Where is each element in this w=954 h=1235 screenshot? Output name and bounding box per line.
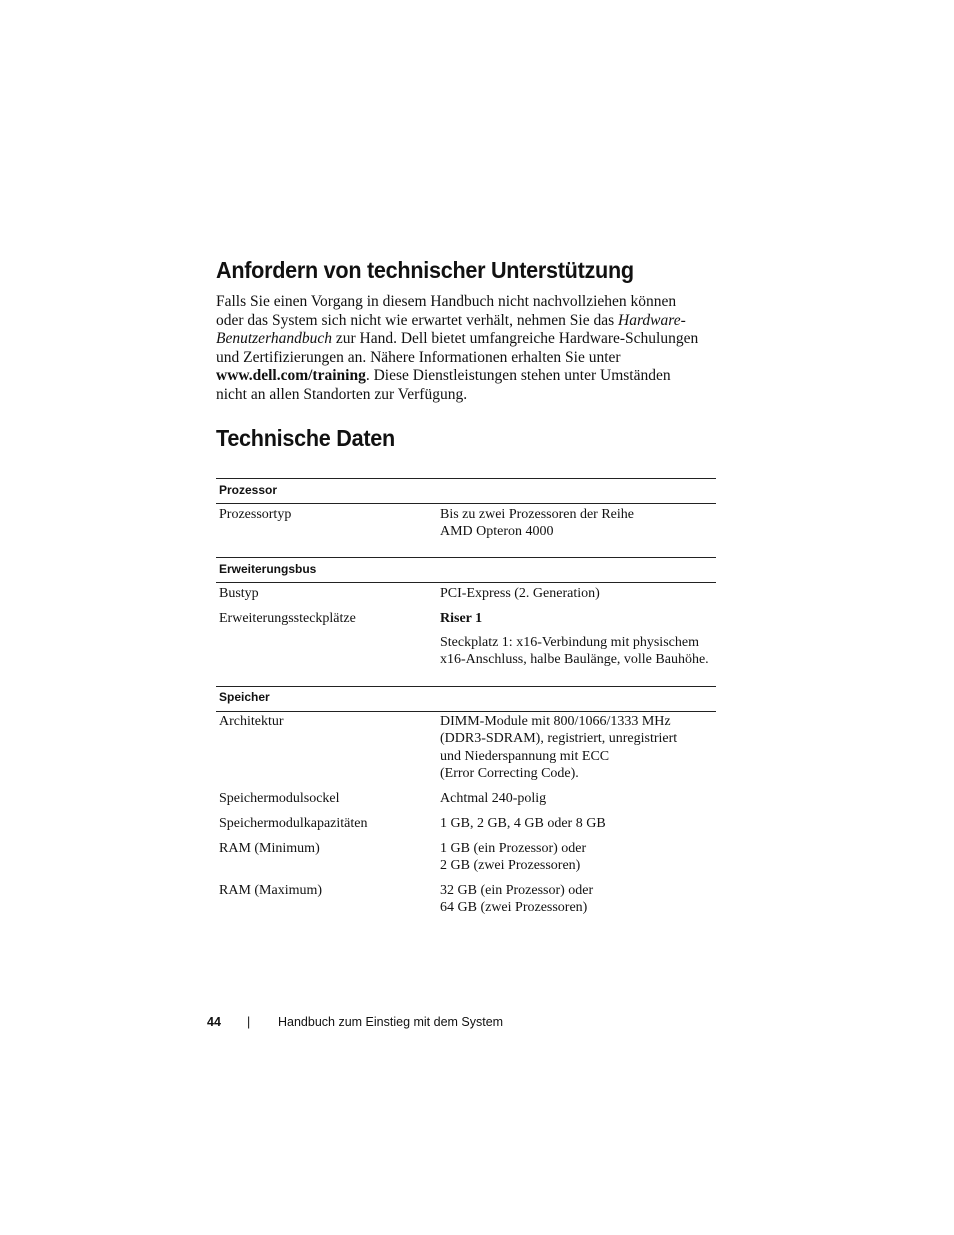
paragraph-text: Falls Sie einen Vorgang in diesem Handbuch nicht nachvollziehen können xyxy=(216,293,677,310)
section-top-rule xyxy=(216,557,716,558)
section-title-speicher: Speicher xyxy=(219,690,270,704)
footer-title: Handbuch zum Einstieg mit dem System xyxy=(278,1015,504,1029)
support-paragraph xyxy=(216,293,716,405)
spec-value-line: AMD Opteron 4000 xyxy=(440,524,554,540)
paragraph-text: nicht an allen Standorten zur Verfügung. xyxy=(216,385,468,403)
spec-label: Prozessortyp xyxy=(219,507,292,522)
paragraph-line xyxy=(216,330,716,349)
spec-value xyxy=(440,713,677,783)
section-top-rule xyxy=(216,686,716,687)
spec-value xyxy=(440,506,634,541)
spec-label: Architektur xyxy=(219,714,284,729)
spec-value-line: Steckplatz 1: x16-Verbindung mit physischem xyxy=(440,635,699,650)
spec-value-line: Bis zu zwei Prozessoren der Reihe xyxy=(440,507,634,522)
section-header-rule xyxy=(216,711,716,712)
spec-value: 1 GB, 2 GB, 4 GB oder 8 GB xyxy=(440,816,606,831)
spec-value-line: (DDR3-SDRAM), registriert, unregistriert xyxy=(440,731,678,747)
manual-title-emphasis: Benutzerhandbuch xyxy=(216,330,332,348)
spec-value: PCI-Express (2. Generation) xyxy=(440,586,600,601)
section-header-rule xyxy=(216,503,716,504)
paragraph-line xyxy=(216,293,716,312)
spec-value-line: 1 GB (ein Prozessor) oder xyxy=(440,841,587,856)
riser-label: Riser 1 xyxy=(440,611,483,626)
spec-value: Achtmal 240-polig xyxy=(440,791,547,806)
paragraph-line xyxy=(216,312,716,331)
spec-value-line: (Error Correcting Code). xyxy=(440,766,579,782)
manual-title-emphasis: Hardware- xyxy=(618,311,686,329)
spec-value xyxy=(440,840,586,875)
section-title-prozessor: Prozessor xyxy=(219,483,278,497)
footer-separator: | xyxy=(247,1015,251,1029)
spec-value-line: 32 GB (ein Prozessor) oder xyxy=(440,883,594,898)
spec-value-line: DIMM-Module mit 800/1066/1333 MHz xyxy=(440,714,671,729)
spec-value-line: 2 GB (zwei Prozessoren) xyxy=(440,858,581,874)
spec-label: RAM (Minimum) xyxy=(219,841,320,856)
spec-value-line: und Niederspannung mit ECC xyxy=(440,748,610,764)
specs-heading: Technische Daten xyxy=(216,425,395,451)
paragraph-line xyxy=(216,349,716,368)
section-top-rule xyxy=(216,478,716,479)
paragraph-line xyxy=(216,367,716,386)
support-heading: Anfordern von technischer Unterstützung xyxy=(216,257,634,283)
spec-value xyxy=(440,882,593,917)
spec-label: RAM (Maximum) xyxy=(219,883,323,898)
spec-label: Erweiterungssteckplätze xyxy=(219,611,356,626)
section-title-erweiterungsbus: Erweiterungsbus xyxy=(219,562,317,576)
paragraph-text: oder das System sich nicht wie erwartet verhält, nehmen Sie das xyxy=(216,311,619,329)
spec-label: Bustyp xyxy=(219,586,259,601)
section-header-rule xyxy=(216,582,716,583)
spec-value-line: x16-Anschluss, halbe Baulänge, volle Bauhöhe. xyxy=(440,652,709,668)
paragraph-text: . Diese Dienstleistungen stehen unter Umständen xyxy=(365,367,671,385)
paragraph-line xyxy=(216,386,716,405)
spec-label: Speichermodulkapazitäten xyxy=(219,816,368,831)
page-number: 44 xyxy=(207,1015,221,1029)
spec-value xyxy=(440,634,709,669)
spec-value-line: 64 GB (zwei Prozessoren) xyxy=(440,900,588,916)
paragraph-text: und Zertifizierungen an. Nähere Informationen erhalten Sie unter xyxy=(216,348,621,366)
paragraph-text: zur Hand. Dell bietet umfangreiche Hardware-Schulungen xyxy=(331,330,699,348)
training-url-link[interactable]: www.dell.com/training xyxy=(216,367,366,385)
spec-label: Speichermodulsockel xyxy=(219,791,340,806)
